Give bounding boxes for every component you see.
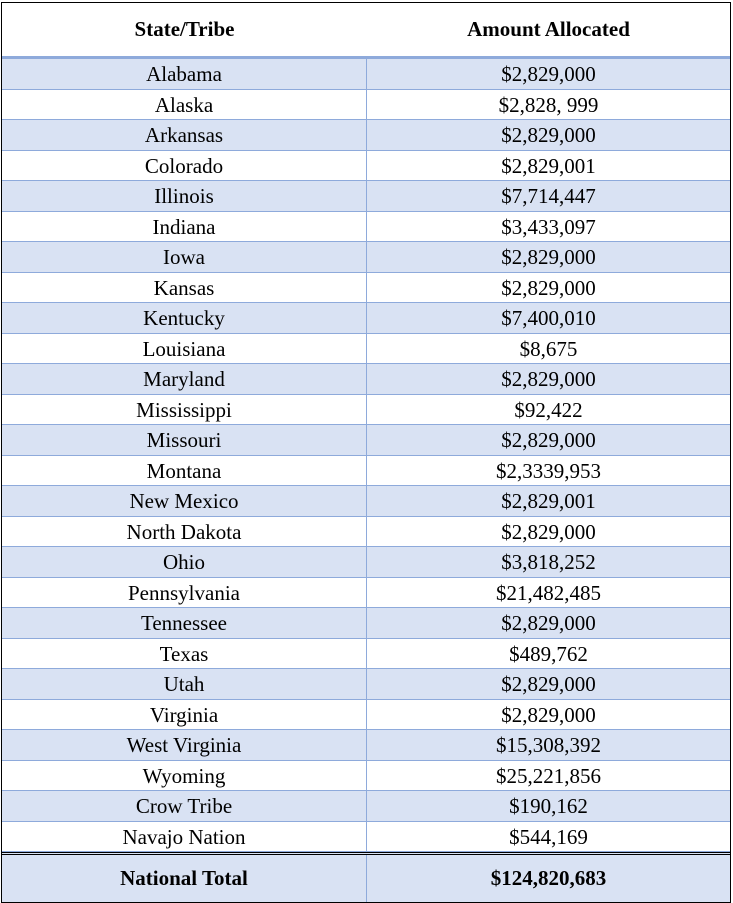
table-row — [2, 120, 730, 151]
table-row — [2, 822, 730, 853]
table-row — [2, 669, 730, 700]
table-row — [2, 547, 730, 578]
state-cell: Virginia — [2, 700, 367, 730]
amount-cell: $489,762 — [509, 641, 588, 666]
table-row — [2, 639, 730, 670]
amount-cell: $2,829,000 — [501, 123, 596, 148]
state-cell: Alabama — [2, 59, 367, 89]
state-cell: Iowa — [2, 242, 367, 272]
amount-cell: $2,3339,953 — [496, 458, 601, 483]
amount-cell: $2,829,000 — [501, 275, 596, 300]
state-cell: Texas — [2, 639, 367, 669]
column-header-state: State/Tribe — [134, 17, 235, 41]
state-cell: North Dakota — [2, 517, 367, 547]
table-row — [2, 303, 730, 334]
state-cell: Indiana — [2, 212, 367, 242]
amount-cell: $2,829,000 — [501, 611, 596, 636]
table-row — [2, 761, 730, 792]
state-cell: Maryland — [2, 364, 367, 394]
amount-cell: $2,829,000 — [501, 702, 596, 727]
state-cell: Navajo Nation — [2, 822, 367, 852]
table-row — [2, 151, 730, 182]
state-cell: Pennsylvania — [2, 578, 367, 608]
amount-cell: $2,828, 999 — [498, 92, 599, 117]
table-row — [2, 364, 730, 395]
table-row — [2, 791, 730, 822]
amount-cell: $2,829,001 — [501, 153, 596, 178]
amount-cell: $2,829,000 — [501, 62, 596, 87]
state-cell: Crow Tribe — [2, 791, 367, 821]
table-row — [2, 700, 730, 731]
amount-cell: $7,714,447 — [501, 184, 596, 209]
table-row — [2, 730, 730, 761]
amount-cell: $3,818,252 — [501, 550, 596, 575]
state-cell: Tennessee — [2, 608, 367, 638]
state-cell: New Mexico — [2, 486, 367, 516]
amount-cell: $8,675 — [519, 336, 578, 361]
amount-cell: $15,308,392 — [496, 733, 601, 758]
table-row — [2, 273, 730, 304]
state-cell: Colorado — [2, 151, 367, 181]
state-cell: Kansas — [2, 273, 367, 303]
table-row — [2, 425, 730, 456]
state-cell: Louisiana — [2, 334, 367, 364]
table-row — [2, 181, 730, 212]
table-row — [2, 608, 730, 639]
amount-cell: $25,221,856 — [496, 763, 601, 788]
table-row — [2, 212, 730, 243]
state-cell: Arkansas — [2, 120, 367, 150]
column-header-amount: Amount Allocated — [467, 17, 630, 41]
amount-cell: $7,400,010 — [501, 306, 596, 331]
table-row — [2, 334, 730, 365]
state-cell: Wyoming — [2, 761, 367, 791]
state-cell: Utah — [2, 669, 367, 699]
amount-cell: $190,162 — [509, 794, 588, 819]
state-cell: Montana — [2, 456, 367, 486]
state-cell: Alaska — [2, 90, 367, 120]
amount-cell: $21,482,485 — [496, 580, 601, 605]
amount-cell: $2,829,000 — [501, 519, 596, 544]
allocation-table — [1, 2, 731, 903]
table-header-row — [2, 3, 730, 59]
state-cell: Ohio — [2, 547, 367, 577]
table-row — [2, 90, 730, 121]
state-cell: Illinois — [2, 181, 367, 211]
amount-cell: $92,422 — [514, 397, 583, 422]
table-row — [2, 242, 730, 273]
amount-cell: $2,829,001 — [501, 489, 596, 514]
table-body — [2, 59, 730, 852]
total-amount: $124,820,683 — [490, 866, 607, 890]
table-row — [2, 59, 730, 90]
state-cell: Kentucky — [2, 303, 367, 333]
total-row — [2, 852, 730, 902]
amount-cell: $544,169 — [509, 824, 588, 849]
table-row — [2, 578, 730, 609]
amount-cell: $2,829,000 — [501, 245, 596, 270]
table-row — [2, 517, 730, 548]
state-cell: Mississippi — [2, 395, 367, 425]
amount-cell: $2,829,000 — [501, 428, 596, 453]
table-row — [2, 395, 730, 426]
amount-cell: $3,433,097 — [501, 214, 596, 239]
state-cell: Missouri — [2, 425, 367, 455]
table-row — [2, 456, 730, 487]
amount-cell: $2,829,000 — [501, 367, 596, 392]
total-label: National Total — [2, 855, 367, 902]
state-cell: West Virginia — [2, 730, 367, 760]
table-row — [2, 486, 730, 517]
amount-cell: $2,829,000 — [501, 672, 596, 697]
